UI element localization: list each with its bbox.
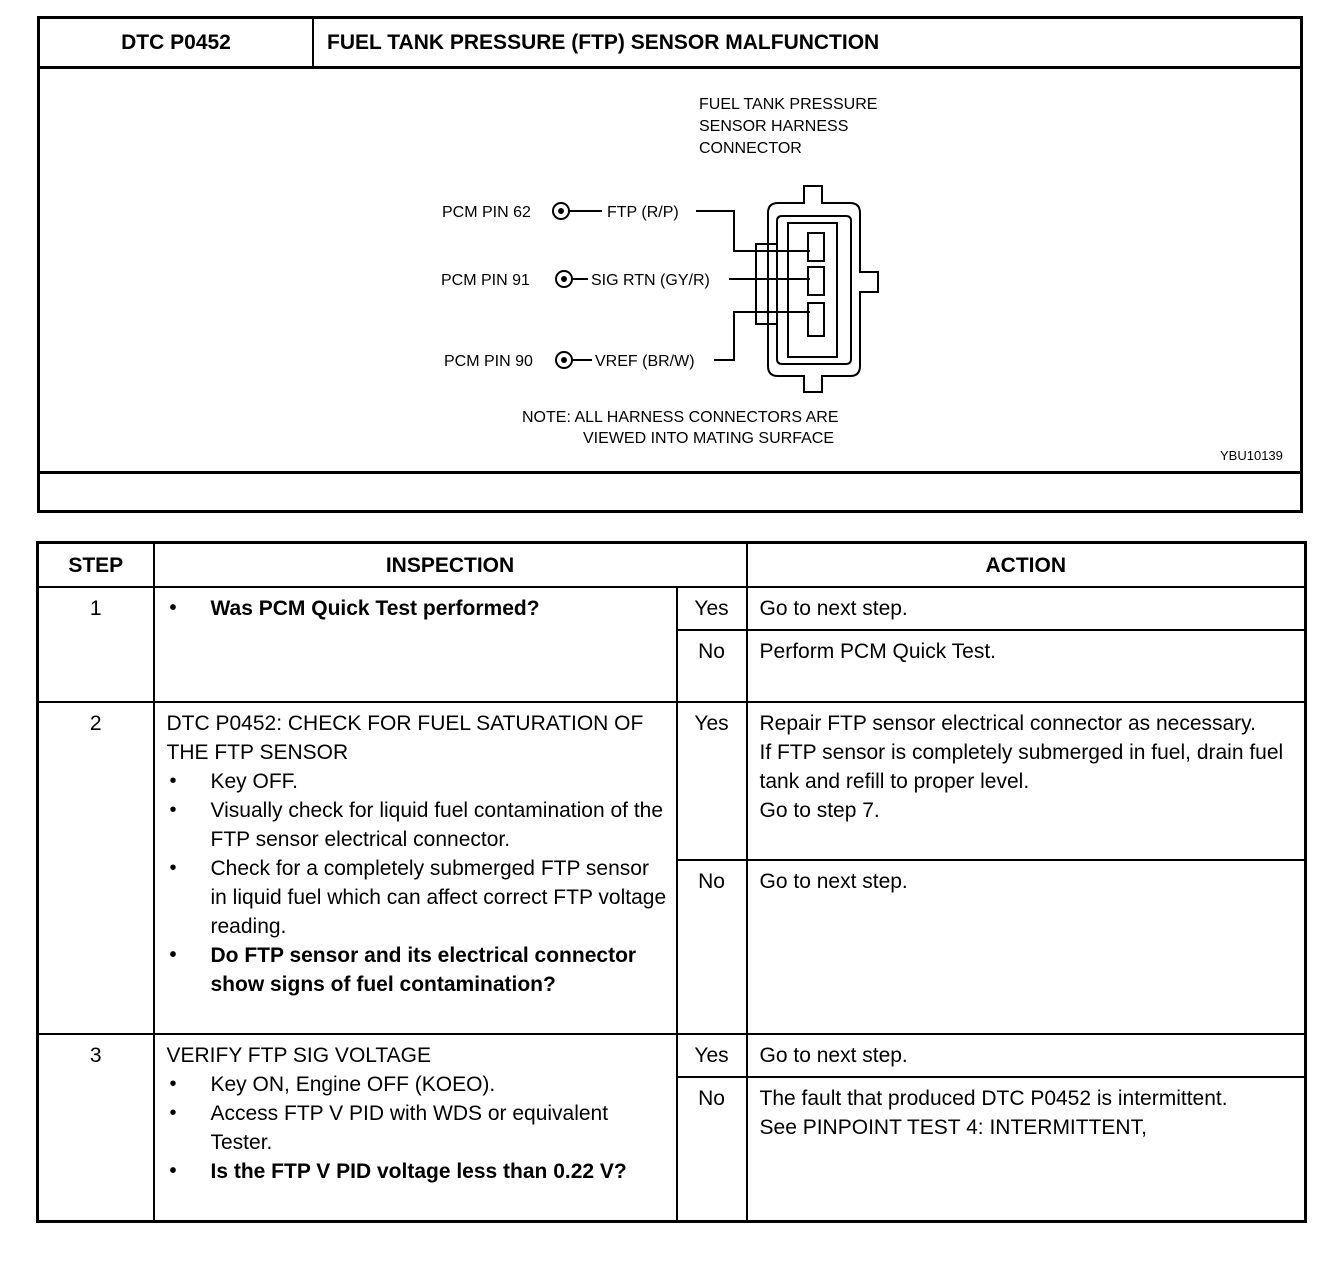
table-header-row — [38, 543, 1306, 588]
inspection-bullet: • Key ON, Engine OFF (KOEO). — [167, 1070, 668, 1099]
dtc-code: DTC P0452 — [40, 19, 314, 66]
table-row — [38, 1034, 1306, 1077]
yes-label: Yes — [677, 587, 747, 630]
yes-label: Yes — [677, 702, 747, 860]
inspection-bullet: • Key OFF. — [167, 767, 668, 796]
terminal-icon — [556, 271, 572, 287]
inspection-bullet: • Is the FTP V PID voltage less than 0.22 V? — [167, 1157, 668, 1186]
inspection-bullet: • Do FTP sensor and its electrical connector show signs of fuel contamination? — [167, 941, 668, 999]
dtc-header-box — [37, 16, 1303, 513]
note-line-2: VIEWED INTO MATING SURFACE — [583, 430, 834, 447]
action-line: Perform PCM Quick Test. — [759, 640, 997, 663]
action-line: The fault that produced DTC P0452 is intermittent. — [759, 1087, 1228, 1110]
table-row — [38, 587, 1306, 630]
step-number: 1 — [38, 587, 154, 702]
wiring-diagram — [40, 66, 1300, 474]
yes-action — [747, 587, 1306, 630]
ftp-circuit-label: FTP (R/P) — [607, 204, 679, 221]
inspection-title: VERIFY FTP SIG VOLTAGE — [166, 1044, 432, 1067]
yes-action — [747, 1034, 1306, 1077]
step-header: STEP — [38, 543, 154, 588]
connector-label-line-2: SENSOR HARNESS — [699, 118, 849, 135]
note-line-1: NOTE: ALL HARNESS CONNECTORS ARE — [522, 409, 839, 426]
step-number: 3 — [38, 1034, 154, 1221]
action-line: Go to step 7. — [759, 799, 880, 822]
dtc-title: FUEL TANK PRESSURE (FTP) SENSOR MALFUNCTION — [327, 31, 880, 54]
inspection-cell — [154, 702, 677, 1034]
yes-label: Yes — [677, 1034, 747, 1077]
inspection-bullet: • Check for a completely submerged FTP sensor in liquid fuel which can affect correct FTP voltage reading. — [167, 854, 668, 941]
inspection-header: INSPECTION — [154, 543, 747, 588]
action-line: Go to next step. — [759, 1044, 908, 1067]
no-label: No — [677, 630, 747, 702]
connector-label-line-1: FUEL TANK PRESSURE — [699, 96, 878, 113]
yes-action — [747, 702, 1306, 860]
terminal-icon — [553, 203, 569, 219]
pinpoint-test-table — [36, 541, 1307, 1223]
dtc-header-row — [40, 19, 1300, 69]
inspection-cell — [154, 1034, 677, 1221]
blank-row — [40, 474, 1300, 510]
table-row — [38, 702, 1306, 860]
pcm-pin-62-label: PCM PIN 62 — [442, 204, 531, 221]
figure-id: YBU10139 — [1220, 448, 1283, 463]
no-action — [747, 1077, 1306, 1221]
pcm-pin-91-label: PCM PIN 91 — [441, 272, 530, 289]
inspection-title: DTC P0452: CHECK FOR FUEL SATURATION OF THE FTP SENSOR — [166, 712, 644, 764]
no-label: No — [677, 860, 747, 1034]
action-header: ACTION — [747, 543, 1306, 588]
connector-label-line-3: CONNECTOR — [699, 140, 802, 157]
no-action — [747, 860, 1306, 1034]
inspection-bullet: • Visually check for liquid fuel contamination of the FTP sensor electrical connector. — [167, 796, 668, 854]
action-line: Go to next step. — [759, 597, 908, 620]
inspection-cell — [154, 587, 677, 702]
sig-rtn-circuit-label: SIG RTN (GY/R) — [591, 272, 710, 289]
no-action — [747, 630, 1306, 702]
action-line: See PINPOINT TEST 4: INTERMITTENT, — [759, 1116, 1147, 1139]
pcm-pin-90-label: PCM PIN 90 — [444, 353, 533, 370]
step-number: 2 — [38, 702, 154, 1034]
connector-diagram-svg — [40, 66, 1300, 471]
action-line: Go to next step. — [759, 870, 908, 893]
action-line: Repair FTP sensor electrical connector as necessary. — [759, 712, 1256, 735]
vref-circuit-label: VREF (BR/W) — [595, 353, 695, 370]
action-line: If FTP sensor is completely submerged in fuel, drain fuel tank and refill to proper level. — [759, 741, 1284, 793]
inspection-bullet: • Was PCM Quick Test performed? — [167, 594, 668, 623]
connector-icon — [756, 186, 878, 392]
terminal-icon — [556, 352, 572, 368]
no-label: No — [677, 1077, 747, 1221]
inspection-bullet: • Access FTP V PID with WDS or equivalent Tester. — [167, 1099, 668, 1157]
